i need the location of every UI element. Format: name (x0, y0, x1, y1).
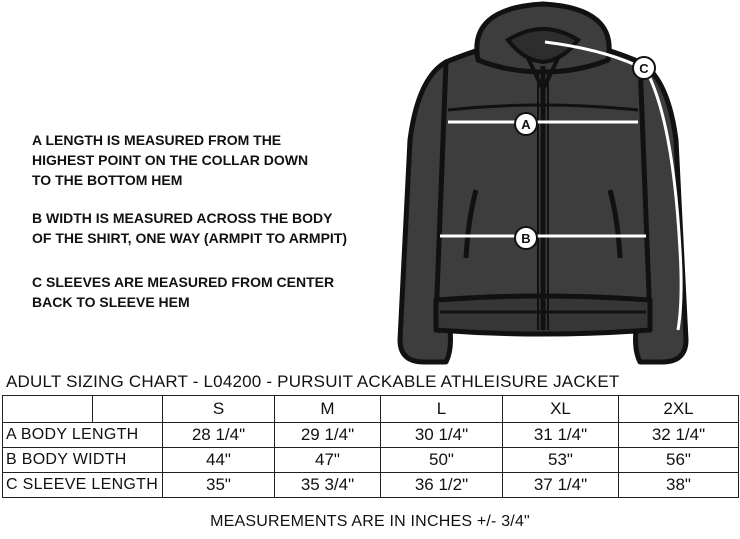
table-cell: 53" (503, 448, 619, 473)
table-header-row (3, 396, 739, 423)
instruction-length (32, 130, 392, 190)
table-cell: 29 1/4" (275, 423, 381, 448)
header-blank-cell (3, 396, 93, 423)
table-cell: 35" (163, 473, 275, 498)
table-cell: 37 1/4" (503, 473, 619, 498)
table-cell: 35 3/4" (275, 473, 381, 498)
jacket-diagram (388, 0, 698, 368)
row-label: C SLEEVE LENGTH (3, 473, 163, 498)
instruction-sleeve (32, 272, 392, 312)
table-cell: 38" (619, 473, 739, 498)
table-row (3, 423, 739, 448)
size-header: XL (503, 396, 619, 423)
table-cell: 31 1/4" (503, 423, 619, 448)
size-header: S (163, 396, 275, 423)
instruction-width (32, 208, 392, 248)
table-row (3, 448, 739, 473)
table-cell: 36 1/2" (381, 473, 503, 498)
table-cell: 32 1/4" (619, 423, 739, 448)
row-label: B BODY WIDTH (3, 448, 163, 473)
size-header: 2XL (619, 396, 739, 423)
instruction-line: HIGHEST POINT ON THE COLLAR DOWN (32, 152, 309, 168)
table-row (3, 473, 739, 498)
table-cell: 50" (381, 448, 503, 473)
table-cell: 28 1/4" (163, 423, 275, 448)
instruction-line: B WIDTH IS MEASURED ACROSS THE BODY (32, 210, 333, 226)
measurement-note: MEASUREMENTS ARE IN INCHES +/- 3/4" (210, 513, 530, 530)
table-cell: 44" (163, 448, 275, 473)
marker-b-label: B (521, 231, 531, 246)
instruction-line: BACK TO SLEEVE HEM (32, 294, 190, 310)
size-header: L (381, 396, 503, 423)
size-header: M (275, 396, 381, 423)
instruction-line: OF THE SHIRT, ONE WAY (ARMPIT TO ARMPIT) (32, 230, 348, 246)
sizing-table (2, 395, 739, 498)
instruction-line: TO THE BOTTOM HEM (32, 172, 183, 188)
header-blank-cell (93, 396, 163, 423)
instruction-line: A LENGTH IS MEASURED FROM THE (32, 132, 282, 148)
table-cell: 56" (619, 448, 739, 473)
table-cell: 47" (275, 448, 381, 473)
row-label: A BODY LENGTH (3, 423, 163, 448)
marker-c-label: C (639, 61, 649, 76)
instruction-line: C SLEEVES ARE MEASURED FROM CENTER (32, 274, 335, 290)
marker-a-label: A (521, 117, 531, 132)
table-cell: 30 1/4" (381, 423, 503, 448)
chart-title: ADULT SIZING CHART - L04200 - PURSUIT ACKABLE ATHLEISURE JACKET (6, 372, 620, 391)
